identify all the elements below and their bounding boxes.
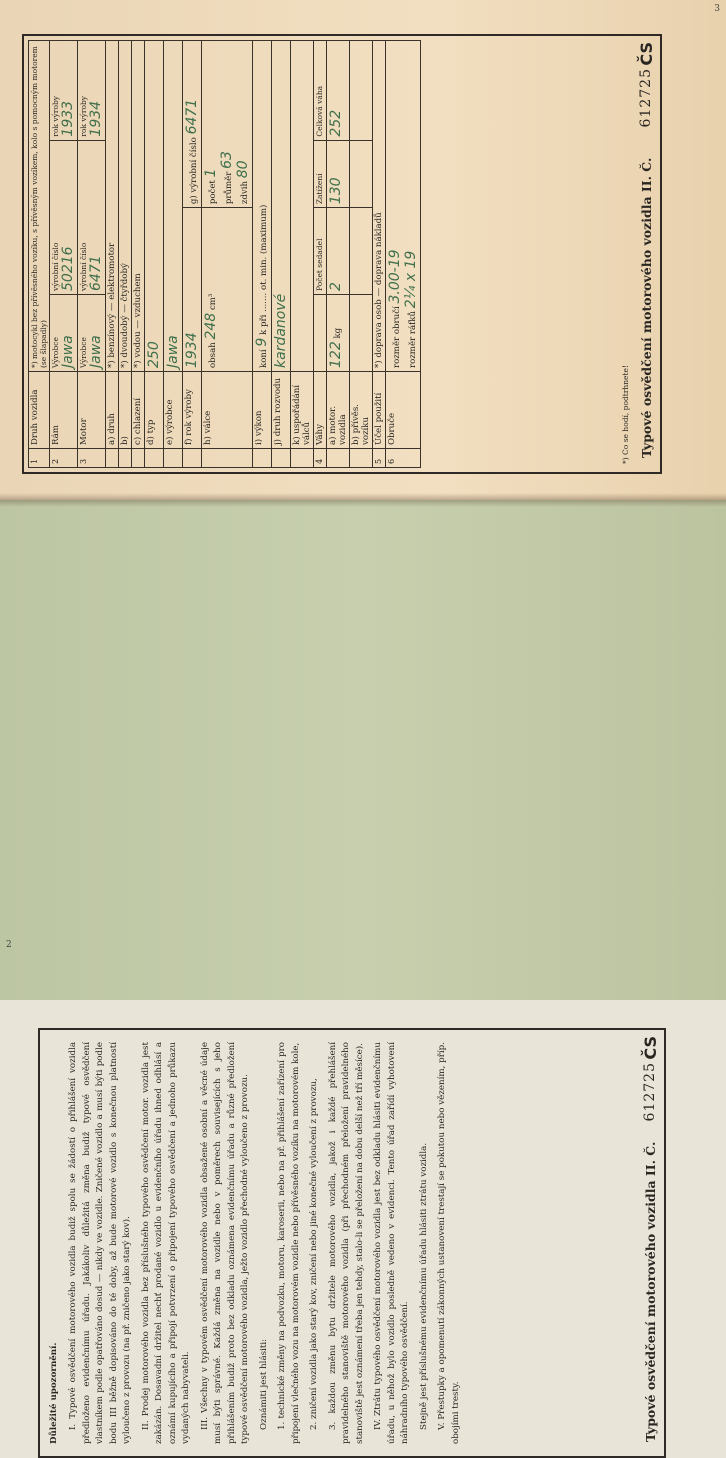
notice-paragraph: 1. technické změny na podvozku, motoru, karoserii, nebo na př. přihlášení zařízení pro připojení vlečného vozu na motorovém vozidle nebo přívěsného vozíku na motorovém kole,: [277, 1042, 301, 1444]
drive-type: kardanové: [272, 41, 291, 372]
row-vehicle-type: [29, 41, 50, 468]
col-header: výrobní číslo: [79, 242, 88, 291]
notice-paragraph: III. Všechny v typovém osvědčení motorového vozidla obsažené osobní a věcné údaje musí býti správné. Každá změna na vozidle nebo v poměrech souvisejících s jeho přihlášením budiž proto bez odkladu oznámena evidenčnímu úřadu a různé předložení typové osvědčení motorového vozidla, ježto vozidlo přechodné vyloučeno z provozu.: [199, 1042, 251, 1444]
usage-value: *) dopravа osob — doprava nákladů: [373, 41, 386, 372]
cylinder-stroke: 80: [235, 160, 251, 179]
field-label: b): [119, 372, 132, 449]
row-usage: [373, 41, 386, 468]
field-label: zdvih: [240, 180, 250, 205]
load-weight: 130: [327, 140, 350, 208]
col-header: Celková váha: [314, 41, 327, 141]
field-label: průměr: [224, 171, 234, 205]
engine-year: 1934: [88, 100, 104, 137]
country-code: ČS: [637, 42, 656, 66]
field-label: obsah: [208, 342, 218, 368]
notice-paragraph: 2. zničení vozidla jako starý kov, zničení nebo jiné konečné vyloučení z provozu,: [309, 1078, 320, 1430]
field-label: b) přívěs. vozíku: [350, 372, 373, 449]
row-label: Obruče: [386, 372, 421, 449]
row-frame: [50, 41, 78, 468]
engine-serial-value: 6471: [184, 98, 200, 135]
field-label: rozměr obručí: [392, 306, 402, 368]
engine-maker-value: Jawa: [164, 41, 183, 372]
field-label: rozměr ráfků: [408, 310, 418, 368]
field-label: g) výrobní číslo: [189, 137, 199, 205]
document-title: Typové osvědčení motorového vozidla II. Č.: [643, 1141, 658, 1442]
document-title: Typové osvědčení motorového vozidla II. Č.: [639, 157, 654, 458]
field-label: ot. min. (maximum): [259, 204, 269, 291]
left-page: [0, 500, 726, 1444]
col-header: Výrobce: [51, 337, 60, 368]
field-label: k) uspořádání válců: [291, 372, 314, 449]
unit: cm³: [208, 293, 218, 311]
power-hp: 9: [254, 337, 270, 347]
row-label: Účel použití: [373, 372, 386, 449]
document-number: 612725: [638, 68, 654, 128]
document-number: 612725: [642, 1062, 658, 1122]
field-label: h) válce: [202, 372, 253, 449]
row-engine: [78, 41, 106, 468]
seat-count: 2: [327, 208, 350, 295]
vehicle-type-options: *) motocykl bez přívěsného vozíku, s přívěsným vozíkem, kolo s pomocným motorem (se šlapadly): [29, 41, 50, 372]
rim-size: 2¼ x 19: [403, 250, 419, 309]
total-weight: 252: [327, 41, 350, 141]
cylinder-bore: 63: [219, 151, 235, 169]
engine-kind: *) benzínový — elektromotor: [106, 41, 119, 372]
field-label: i) výkon: [253, 372, 272, 449]
notice-paragraph: I. Typové osvědčení motorového vozidla budiž spolu se žádostí o přihlášení vozidla předloženo evidenčnímu úřadu. Jakákoliv důležitá změna budiž typové osvědčení vlastníkem podle opatřováno dosud — nikdy ve vozidle. Zničené vozidlo a musí býti podle bodu III běžně dopisováno do té doby, až bude motorové vozidlo s konečnou platností vyloučeno z provozu (na př. zničeno jako starý kov).: [68, 1042, 133, 1444]
engine-year-value: 1934: [183, 208, 202, 372]
field-label: koní: [259, 349, 269, 368]
tyre-size: 3.00-19: [387, 249, 403, 304]
frame-maker: Jawa: [60, 335, 76, 368]
row-number: 6: [386, 449, 421, 468]
notice-paragraph: II. Prodej motorového vozidla bez příslušného typového osvědčení motor. vozidla jest zakázán. Dosavadní držitel nechť prodané vozidlo u evidenčního úřadu ihned odhlásí a oznámí kupujícího a připojí potvrzení o připojení typového osvědčení a jednoho průkazu vydaných nabyvateli.: [140, 1042, 192, 1444]
cylinder-count: 1: [203, 168, 219, 178]
notice-paragraph: V. Přestupky a opomenutí zákonných ustanovení trestají se pokutou nebo vězením, příp. obojími tresty.: [437, 1042, 461, 1444]
col-header: Výrobce: [79, 337, 88, 368]
col-header: rok výroby: [79, 95, 88, 137]
notice-paragraph: 3. každou změnu bytu držitele motorového vozidla, jakož i každé přehlášení pravidelného stanoviště motorového vozidla (při přechodném přeložení pravidelného stanoviště jest oznámení třeba jen tehdy, stalo-li se přeložení na dobu delší než tří měsíce).: [327, 1042, 365, 1444]
engine-type: 250: [145, 41, 164, 372]
page-number: 3: [714, 4, 720, 14]
notice-paragraph: IV. Ztrátu typového osvědčení motorového vozidla jest bez odkladu hlásiti evidenčnímu úřadu, u něhož bylo vozidlo posledně vedeno v evidenci. Tento úřad zařídí vyhotovení náhradního typového osvědčení.: [373, 1042, 411, 1444]
vehicle-form-table: 1 Druh vozidla *) motocykl bez přívěsného vozíku, s přívěsným vozíkem, kolo s pomocným motorem (se šlapadly) 2 Rám Výrobce Jawa výrobní číslo 50216 rok výroby 1933 3 Motor Výrobce Jawa výrobní číslo 6471 rok výroby 1934 a) druh *) benzínový — elektromotor b) *) dvoudobý — čtyřdobý c) chlazení *) vodou — vzduchem d) typ 250 e) výrobce Jawa f) rok výroby 1934 g) výrobní číslo 6471 h) válce obsah 248 cm³ počet 1 průměr 63 zdvih 80 i) výkon koní 9 k při ....... ot. min. (maximum) j) druh rozvodu kardanové k) uspořádání válců 4 Váhy Počet sedadel Zatížení Celková váha a) motor. vozidla 122 kg 2 130 252 b) přívěs. vozíku 5 Účel použití *) dopravа osob — doprava nákladů 6 Obruče rozměr obručí 3.00-19 rozměr ráfků 2¼ x 19: [28, 40, 421, 468]
engine-cooling: *) vodou — vzduchem: [132, 41, 145, 372]
book-fold: [0, 493, 726, 507]
vehicle-weight: 122: [328, 341, 344, 368]
unit: kg: [333, 327, 343, 339]
row-number: 1: [29, 449, 50, 468]
col-header: výrobní číslo: [51, 242, 60, 291]
field-label: e) výrobce: [164, 372, 183, 449]
row-weights: [314, 41, 327, 468]
field-label: k při: [259, 314, 269, 335]
notice-paragraph: Stejně jest příslušnému evidenčnímu úřadu hlásiti ztrátu vozidla.: [418, 1142, 429, 1430]
field-label: a) druh: [106, 372, 119, 449]
vehicle-form-sheet: [22, 34, 662, 474]
col-header: Zatížení: [314, 140, 327, 208]
engine-serial: 6471: [88, 255, 104, 291]
row-label: Druh vozidla: [29, 372, 50, 449]
engine-stroke: *) dvoudobý — čtyřdobý: [119, 41, 132, 372]
notice-text: [48, 1042, 468, 1444]
col-header: Počet sedadel: [314, 208, 327, 295]
row-tyres: [386, 41, 421, 468]
frame-year: 1933: [60, 100, 76, 137]
field-label: d) typ: [145, 372, 164, 449]
engine-maker: Jawa: [88, 335, 104, 368]
row-label: Váhy: [314, 372, 327, 449]
row-number: 4: [314, 449, 327, 468]
row-number: 5: [373, 449, 386, 468]
page-number: 2: [6, 940, 12, 950]
field-label: f) rok výroby: [183, 372, 202, 449]
notice-paragraph: Oznámiti jest hlásiti:: [258, 1338, 269, 1430]
footnote: *) Co se hodí, podtrhnete!: [621, 365, 630, 464]
field-label: a) motor. vozidla: [327, 372, 350, 449]
row-label: Rám: [50, 372, 78, 449]
row-number: 2: [50, 449, 78, 468]
cylinder-volume: 248: [203, 312, 219, 340]
frame-serial: 50216: [60, 246, 76, 291]
right-page: [0, 0, 726, 500]
notice-sheet: [38, 1028, 666, 1458]
field-label: c) chlazení: [132, 372, 145, 449]
row-number: 3: [78, 449, 106, 468]
field-label: počet: [208, 180, 218, 205]
col-header: rok výroby: [51, 95, 60, 137]
notice-heading: Důležité upozornění.: [49, 1342, 59, 1444]
field-label: j) druh rozvodu: [272, 372, 291, 449]
country-code: ČS: [641, 1036, 660, 1060]
row-label: Motor: [78, 372, 106, 449]
